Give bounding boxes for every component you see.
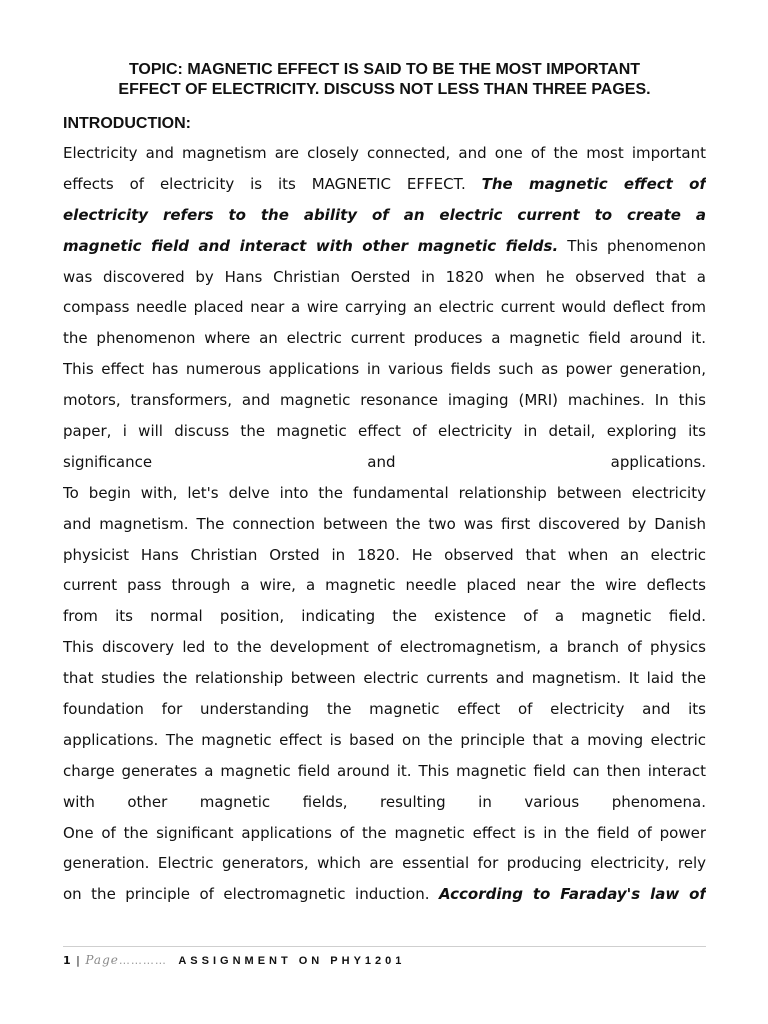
title-line-2: EFFECT OF ELECTRICITY. DISCUSS NOT LESS THAN THREE PAGES.	[118, 81, 651, 98]
text-line	[63, 879, 706, 910]
page-footer	[63, 946, 706, 967]
text-line: foundation for understanding the magnetic effect of electricity and its	[63, 700, 706, 719]
text-line	[63, 231, 706, 262]
text-line: current pass through a wire, a magnetic needle placed near the wire deflects	[63, 576, 706, 595]
text-line: with other magnetic fields, resulting in various phenomena.	[63, 792, 706, 811]
text-line: One of the significant applications of the magnetic effect is in the field of power	[63, 823, 706, 842]
text-line: To begin with, let's delve into the fundamental relationship between electricity	[63, 483, 706, 502]
text-line: applications. The magnetic effect is based on the principle that a moving electric	[63, 730, 706, 749]
text-run: on the principle of electromagnetic induction.	[63, 885, 439, 904]
body-text	[63, 138, 706, 910]
text-line: Electricity and magnetism are closely connected, and one of the most important	[63, 144, 706, 162]
text-line: This effect has numerous applications in various fields such as power generation,	[63, 360, 706, 379]
section-heading: INTRODUCTION:	[63, 115, 191, 132]
text-line: was discovered by Hans Christian Oersted in 1820 when he observed that a	[63, 267, 706, 286]
text-line: from its normal position, indicating the existence of a magnetic field.	[63, 607, 706, 626]
text-line: motors, transformers, and magnetic resonance imaging (MRI) machines. In this	[63, 391, 706, 410]
emphasis-text: According to Faraday's law of	[439, 885, 706, 904]
page-label: Page	[85, 953, 119, 967]
page-number: 1	[63, 954, 71, 967]
text-line	[63, 169, 706, 200]
document-title	[63, 60, 706, 100]
text-line: paper, i will discuss the magnetic effect of electricity in detail, exploring its	[63, 422, 706, 441]
text-line: physicist Hans Christian Orsted in 1820. He observed that when an electric	[63, 545, 706, 564]
emphasis-line: electricity refers to the ability of an electric current to create a	[63, 205, 706, 224]
text-line: significance and applications.	[63, 452, 706, 471]
text-line: the phenomenon where an electric current produces a magnetic field around it.	[63, 329, 706, 348]
emphasis-text: magnetic field and interact with other magnetic fields.	[63, 236, 559, 255]
text-run: This phenomenon	[558, 236, 706, 255]
footer-separator: |	[76, 954, 80, 967]
document-page	[63, 60, 706, 910]
text-line: and magnetism. The connection between the two was first discovered by Danish	[63, 514, 706, 533]
emphasis-text: The magnetic effect of	[481, 174, 706, 193]
text-line: This discovery led to the development of electromagnetism, a branch of physics	[63, 638, 706, 657]
title-line-1: TOPIC: MAGNETIC EFFECT IS SAID TO BE THE MOST IMPORTANT	[128, 61, 641, 78]
text-line: generation. Electric generators, which are essential for producing electricity, rely	[63, 854, 706, 873]
text-line: compass needle placed near a wire carrying an electric current would deflect from	[63, 298, 706, 317]
text-line: charge generates a magnetic field around it. This magnetic field can then interact	[63, 761, 706, 780]
text-run: effects of electricity is its MAGNETIC EFFECT.	[63, 174, 482, 193]
footer-course: ASSIGNMENT ON PHY1201	[178, 955, 406, 967]
text-line: that studies the relationship between electric currents and magnetism. It laid the	[63, 669, 706, 688]
footer-dots: …………	[118, 954, 167, 967]
